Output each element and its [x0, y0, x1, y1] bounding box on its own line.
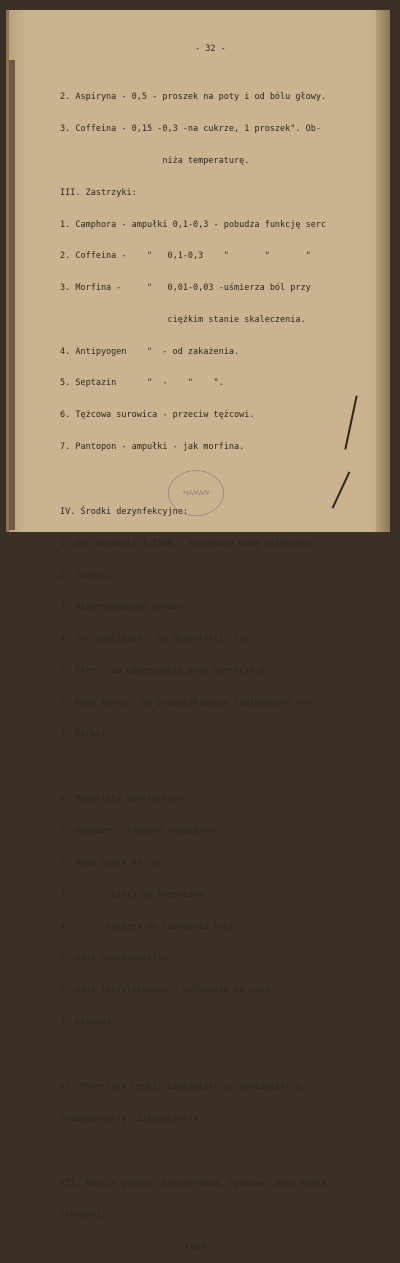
- text-line: 3. Morfina - " 0,01-0,03 -uśmierza ból przy: [60, 283, 311, 294]
- text-line: 2. Coffeina - " 0,1-0,3 " " ": [60, 251, 311, 262]
- text-line: 3. " " szara do kompresów.: [60, 889, 209, 900]
- section-heading-iv: IV. Środki dezynfekcyjne:: [60, 506, 188, 517]
- text-line: ciężkim stanie skaleczenia.: [60, 314, 306, 325]
- text-line: 5. Gaza hygroskopijna.: [60, 953, 173, 964]
- text-line: 6. Tężcowa surowica - przeciw tężcowi.: [60, 410, 255, 421]
- text-line: 4. " zelazna do tamowania krwi.: [60, 921, 240, 932]
- text-line: 7. Lignina.: [60, 1016, 117, 1027]
- binding-edge: [9, 60, 15, 530]
- text-line: 6. Kwas karny - do przepłukiwania ropiejących ran.: [60, 697, 316, 708]
- text-line: 7. Karbol.: [60, 729, 112, 740]
- text-line: niża temperaturę.: [60, 155, 250, 166]
- section-heading-vii: VII. Maście gojące: Xeroformowa, Cynkowa, maść Borna,: [60, 1178, 332, 1189]
- text-line: 2. Jodyna.: [60, 570, 112, 581]
- text-line: 2. Wata biała do ran.: [60, 857, 168, 868]
- text-line: 1. Camphora - ampułki 0,1-0,3 - pobudza funkcję serc: [60, 219, 327, 230]
- section-heading-v: V. Materiały opatrunkowe:: [60, 794, 188, 805]
- text-line: Traumaplastry, Zincoplastry.: [60, 1113, 204, 1124]
- text-line: Ichtyoli.: [60, 1210, 107, 1221]
- text-line: 2. Aspiryna - 0,5 - proszek na poty i od bólu głowy.: [60, 92, 327, 103]
- document-text: [60, 44, 386, 1263]
- text-line: 1. Bandaże - różnych rozmiarów.: [60, 826, 219, 837]
- section-heading-vi: VI. Materiały Lepki: Leukoplastry, Hansaplastry,: [60, 1081, 306, 1092]
- text-line: 5. Eter - do umiesczania pray operacjach.: [60, 665, 270, 676]
- end-mark: ---Cood---: [170, 1242, 222, 1253]
- page-number: - 32 -: [195, 44, 226, 54]
- text-line: 3. Coffeina - 0,15 -0,3 -na cukrze, 1 proszek". Ob-: [60, 124, 321, 135]
- text-line: 4. Sól sublimatu - do dezynfekcji rąk.: [60, 634, 255, 645]
- text-line: 6. Gaza sterylizowana - wyjązanie na rany.: [60, 985, 275, 996]
- text-line: 7. Pantopon - ampułki - jak morfina.: [60, 441, 245, 452]
- text-line: 4. Antipyogen " - od zakażenia.: [60, 346, 240, 357]
- text-line: 5. Septazin " - " ".: [60, 378, 224, 389]
- text-line: 1. Sól Rivanoli 1:1500 - zastępuje wodę utlenioną.: [60, 538, 316, 549]
- stamp-text: HAMAN: [182, 489, 210, 497]
- official-stamp: [168, 470, 224, 516]
- section-heading-iii: III. Zastrzyki:: [60, 187, 137, 198]
- text-line: 3. Hipermanganian potasu.: [60, 602, 188, 613]
